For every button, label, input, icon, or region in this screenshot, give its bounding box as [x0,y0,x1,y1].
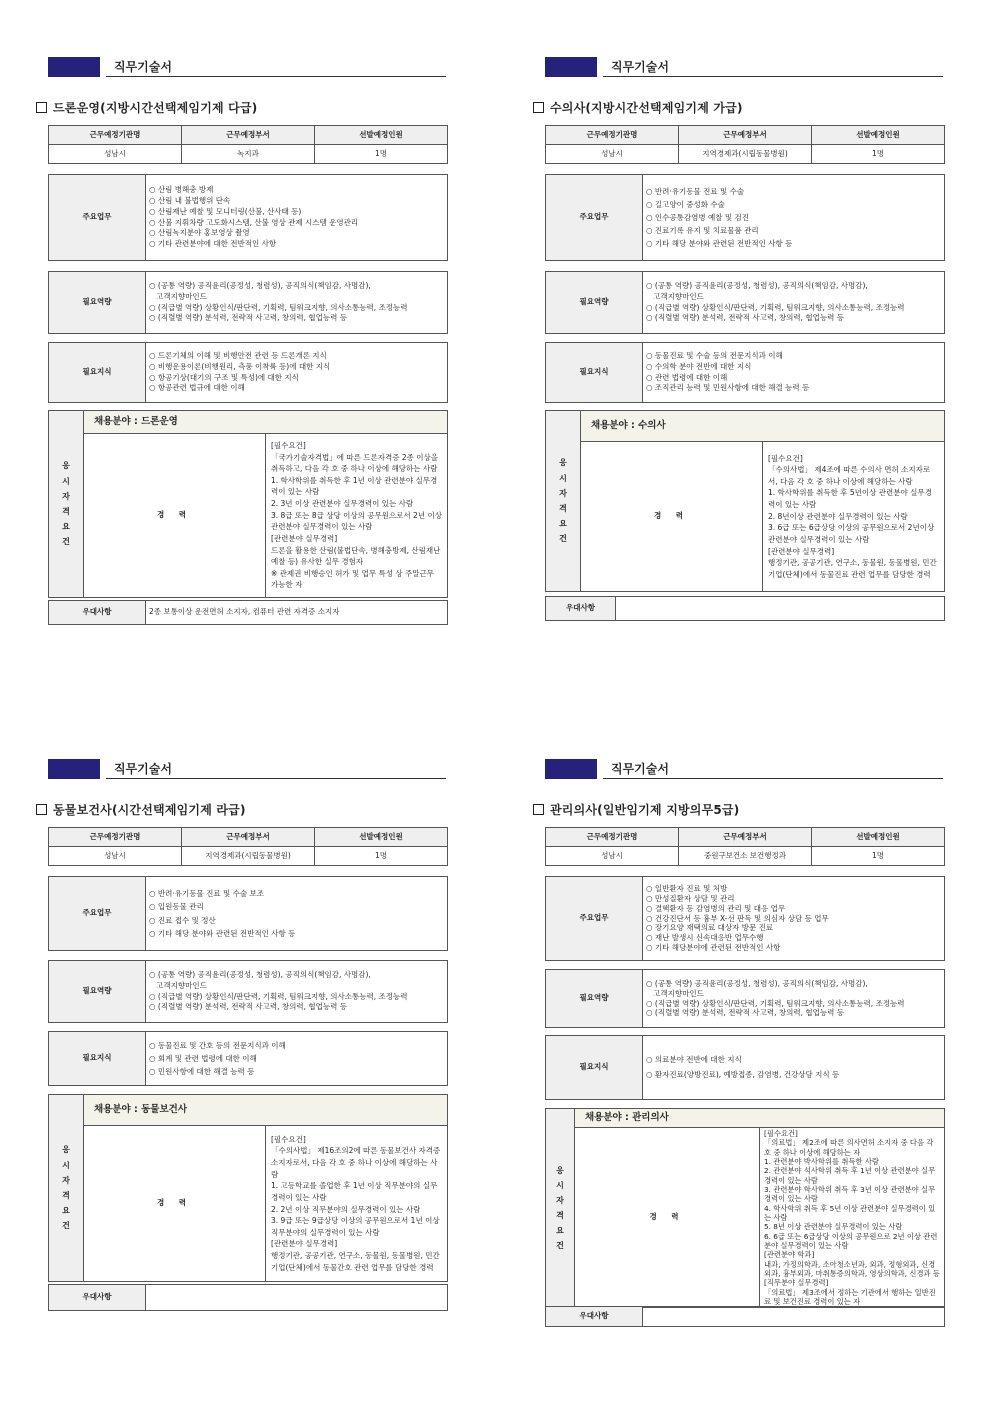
knowledge-table [48,1031,448,1086]
header-label: 직무기술서 [603,759,943,779]
panel-header [48,57,448,79]
career-text: [필수요건] 「의료법」 제2조에 따른 의사면허 소지자 중 다음 각호 중 하나 이상에 해당하는 자 1. 관련분야 박사학위를 취득한 사람 2. 관련분야 석사학위 취득 후 1년 이상 관련분야 실무경력이 있는 사람 3. 관련분야 학사학위 취득 후 3년 이상 관련분야 실무경력이 있는 사람 4. 학사학위 취득 후 5년 이상 관련분야 실무경력이 있는 사람 5. 8년 이상 관련분야 실무경력이 있는 사람 6. 6급 또는 6급상당 이상의 공무원으로 2년 이상 관련분야 실무경력이 있는 사람 [관련분야 학과] 내과, 가정의학과, 소아청소년과, 외과, 정형외과, 신경외과, 흉부외과, 마취통증의학과, 영상의학과, 신경과 등 [직무분야 실무경력] 「의료법」 제3조에서 정하는 기관에서 행하는 일반진료 및 보건진료 경력이 있는 자 [760,1128,945,1308]
eligibility-label: 응 시 자 격 요 건 [546,411,581,592]
job-panel-managing-doctor [545,759,945,1321]
duties-list: ○ 반려·유기동물 진료 및 수술 ○ 길고양이 중성화 수술 ○ 인수공통감염병 예찰 및 검진 ○ 진료기록 유지 및 치료물품 관리 ○ 기타 해당 분야와 관련된 전반적인 사항 등 [643,175,945,261]
header-label: 직무기술서 [603,57,943,77]
headcount-value: 1명 [812,145,945,164]
square-bullet-icon [533,102,544,113]
col-header-agency: 근무예정기관명 [49,126,182,145]
competency-table [545,969,945,1028]
panel-header [545,759,945,781]
panel-title: 드론운영(지방시간선택제임기제 다급) [36,99,257,116]
knowledge-list: ○ 동물진료 및 수술 등의 전문지식과 이해 ○ 수의학 분야 전반에 대한 지식 ○ 관련 법령에 대한 이해 ○ 조직관리 능력 및 민원사항에 대한 해결 능력 등 [643,343,945,403]
duties-label: 주요업무 [49,877,146,951]
competency-label: 필요역량 [49,961,146,1023]
header-label: 직무기술서 [106,57,446,77]
dept-value: 중원구보건소 보건행정과 [679,847,812,866]
dept-value: 지역경제과(시립동물병원) [679,145,812,164]
info-table [48,125,448,164]
headcount-value: 1명 [812,847,945,866]
panel-title: 동물보건사(시간선택제임기제 라급) [36,801,246,818]
competency-table [48,960,448,1023]
duties-label: 주요업무 [546,175,643,261]
field-heading: 채용분야 : 드론운영 [84,411,448,434]
eligibility-table [545,410,945,592]
preference-value [643,1307,945,1327]
competency-list: ○ (공통 역량) 공직윤리(공정성, 청렴성), 공직의식(책임감, 사명감), 고객지향마인드 ○ (직급별 역량) 상황인식/판단력, 기획력, 팀워크지향, 의사소통능력, 조정능력 ○ (직렬별 역량) 분석력, 전략적 사고력, 창의력, 협업능력 등 [146,272,448,334]
preference-label: 우대사항 [49,1285,146,1311]
duties-table [48,174,448,261]
panel-title: 관리의사(일반임기제 지방의무5급) [533,801,739,818]
career-label: 경 력 [84,434,266,598]
knowledge-label: 필요지식 [546,343,643,403]
col-header-headcount: 선발예정인원 [315,828,448,847]
duties-list: ○ 일반환자 진료 및 처방 ○ 만성질환자 상담 및 관리 ○ 결핵환자 등 감염병의 관리 및 대응 업무 ○ 건강진단서 등 흉부 X-선 판독 및 의심자 상담 등 업무 ○ 장기요양 재택의료 대상자 방문 진료 ○ 재난 발생시 신속대응반 업무수행 ○ 기타 해당분야에 관련된 전반적인 사항 [643,877,945,961]
competency-label: 필요역량 [546,970,643,1028]
eligibility-table [545,1108,945,1308]
career-label: 경 력 [575,1128,760,1308]
col-header-dept: 근무예정부서 [679,828,812,847]
competency-table [48,271,448,334]
eligibility-table [48,1094,448,1282]
career-text: [필수요건] 「수의사법」 제16조의2에 따른 동물보건사 자격증 소지자로서, 다음 각 호 중 하나 이상에 해당하는 사람 1. 고등학교를 졸업한 후 1년 이상 직무분야의 실무경력이 있는 사람 2. 2년 이상 직무분야의 실무경력이 있는 사람 3. 9급 또는 9급상당 이상의 공무원으로서 1년 이상 직무분야의 실무경력이 있는 사람 [관련분야 실무경력] 행정기관, 공공기관, 연구소, 동물원, 동물병원, 민간기업(단체)에서 동물간호 관련 업무를 담당한 경력 [266,1126,448,1282]
preference-value: 2종 보통이상 운전면허 소지자, 컴퓨터 관련 자격증 소지자 [146,601,448,625]
job-panel-drone [48,57,448,617]
preference-label: 우대사항 [546,1307,643,1327]
duties-list: ○ 반려·유기동물 진료 및 수술 보조 ○ 입원동물 관리 ○ 진료 접수 및 정산 ○ 기타 해당 분야와 관련된 전반적인 사항 등 [146,877,448,951]
knowledge-table [545,342,945,403]
career-label: 경 력 [581,442,763,592]
job-panel-veterinarian [545,57,945,613]
preference-table [545,1306,945,1327]
preference-value [616,597,945,621]
knowledge-table [545,1035,945,1100]
square-bullet-icon [36,102,47,113]
competency-list: ○ (공통 역량) 공직윤리(공정성, 청렴성), 공직의식(책임감, 사명감), 고객지향마인드 ○ (직급별 역량) 상황인식/판단력, 기획력, 팀워크지향, 의사소통능력, 조정능력 ○ (직렬별 역량) 분석력, 전략적 사고력, 창의력, 협업능력 등 [643,970,945,1028]
header-bar [545,57,597,77]
col-header-dept: 근무예정부서 [182,828,315,847]
career-label: 경 력 [84,1126,266,1282]
dept-value: 녹지과 [182,145,315,164]
col-header-dept: 근무예정부서 [182,126,315,145]
square-bullet-icon [533,804,544,815]
panel-header [48,759,448,781]
agency-value: 성남시 [49,145,182,164]
col-header-agency: 근무예정기관명 [546,126,679,145]
competency-label: 필요역량 [49,272,146,334]
eligibility-label: 응 시 자 격 요 건 [49,411,84,598]
eligibility-label: 응 시 자 격 요 건 [546,1109,575,1308]
competency-table [545,271,945,334]
duties-list: ○ 산림 병해충 방제 ○ 산림 내 불법행위 단속 ○ 산림재난 예찰 및 모니터링(산불, 산사태 등) ○ 산불 지휘차량 고도화시스템, 산불 영상 관제 시스템 운영관리 ○ 산림녹지분야 홍보영상 촬영 ○ 기타 관련분야에 대한 전반적인 사항 [146,175,448,261]
competency-list: ○ (공통 역량) 공직윤리(공정성, 청렴성), 공직의식(책임감, 사명감), 고객지향마인드 ○ (직급별 역량) 상황인식/판단력, 기획력, 팀워크지향, 의사소통능력, 조정능력 ○ (직렬별 역량) 분석력, 전략적 사고력, 창의력, 협업능력 등 [643,272,945,334]
agency-value: 성남시 [49,847,182,866]
preference-table [545,596,945,621]
career-text: [필수요건] 「국가기술자격법」에 따른 드론자격증 2종 이상을 취득하고, 다음 각 호 중 하나 이상에 해당하는 사람 1. 학사학위를 취득한 후 1년 이상 관련분야 실무경력이 있는 사람 2. 3년 이상 관련분야 실무경력이 있는 사람 3. 8급 또는 8급 상당 이상의 공무원으로서 2년 이상 관련분야 실무경력이 있는 사람 [관련분야 실무경력] 드론을 활용한 산림(불법단속, 병해충방제, 산림재난 예찰 등) 유사한 실무 경험자 ※ 관제권 비행승인 허가 및 업무 특성 상 주말근무 가능한 자 [266,434,448,598]
col-header-dept: 근무예정부서 [679,126,812,145]
agency-value: 성남시 [546,847,679,866]
col-header-headcount: 선발예정인원 [812,126,945,145]
field-heading: 채용분야 : 동물보건사 [84,1095,448,1126]
info-table [545,827,945,866]
info-table [48,827,448,866]
knowledge-label: 필요지식 [49,1032,146,1086]
competency-list: ○ (공통 역량) 공직윤리(공정성, 청렴성), 공직의식(책임감, 사명감), 고객지향마인드 ○ (직급별 역량) 상황인식/판단력, 기획력, 팀워크지향, 의사소통능력, 조정능력 ○ (직렬별 역량) 분석력, 전략적 사고력, 창의력, 협업능력 등 [146,961,448,1023]
header-bar [48,57,100,77]
knowledge-list: ○ 드론기체의 이해 및 비행안전 관련 등 드론개론 지식 ○ 비행운용이론(비행원리, 측풍 이착륙 등)에 대한 지식 ○ 항공기상(대기의 구조 및 특성)에 대한 지식 ○ 항공관련 법규에 대한 이해 [146,343,448,403]
duties-table [545,876,945,961]
duties-table [48,876,448,951]
agency-value: 성남시 [546,145,679,164]
duties-label: 주요업무 [546,877,643,961]
header-bar [545,759,597,779]
knowledge-label: 필요지식 [49,343,146,403]
square-bullet-icon [36,804,47,815]
header-label: 직무기술서 [106,759,446,779]
col-header-agency: 근무예정기관명 [546,828,679,847]
header-bar [48,759,100,779]
career-text: [필수요건] 「수의사법」 제4조에 따른 수의사 면허 소지자로서, 다음 각 호 중 하나 이상에 해당하는 사람 1. 학사학위를 취득한 후 5년이상 관련분야 실무경력이 있는 사람 2. 8년이상 관련분야 실무경력이 있는 사람 3. 6급 또는 6급상당 이상의 공무원으로서 2년이상 관련분야 실무경력이 있는 사람 [관련분야 실무경력] 행정기관, 공공기관, 연구소, 동물원, 동물병원, 민간기업(단체)에서 동물진료 관련 업무를 담당한 경력 [763,442,945,592]
col-header-headcount: 선발예정인원 [315,126,448,145]
field-heading: 채용분야 : 관리의사 [575,1109,945,1128]
headcount-value: 1명 [315,145,448,164]
job-panel-vet-nurse [48,759,448,1302]
knowledge-list: ○ 의료분야 전반에 대한 지식 ○ 환자진료(양방진료), 예방접종, 감염병, 건강상담 지식 등 [643,1036,945,1100]
preference-label: 우대사항 [49,601,146,625]
dept-value: 지역경제과(시립동물병원) [182,847,315,866]
knowledge-table [48,342,448,403]
col-header-agency: 근무예정기관명 [49,828,182,847]
knowledge-list: ○ 동물진료 및 간호 등의 전문지식과 이해 ○ 회계 및 관련 법령에 대한 이해 ○ 민원사항에 대한 해결 능력 등 [146,1032,448,1086]
eligibility-table [48,410,448,598]
competency-label: 필요역량 [546,272,643,334]
preference-label: 우대사항 [546,597,616,621]
info-table [545,125,945,164]
col-header-headcount: 선발예정인원 [812,828,945,847]
duties-label: 주요업무 [49,175,146,261]
panel-header [545,57,945,79]
preference-table [48,600,448,625]
panel-title: 수의사(지방시간선택제임기제 가급) [533,99,743,116]
eligibility-label: 응 시 자 격 요 건 [49,1095,84,1282]
preference-value [146,1285,448,1311]
headcount-value: 1명 [315,847,448,866]
duties-table [545,174,945,261]
preference-table [48,1284,448,1311]
knowledge-label: 필요지식 [546,1036,643,1100]
field-heading: 채용분야 : 수의사 [581,411,945,442]
